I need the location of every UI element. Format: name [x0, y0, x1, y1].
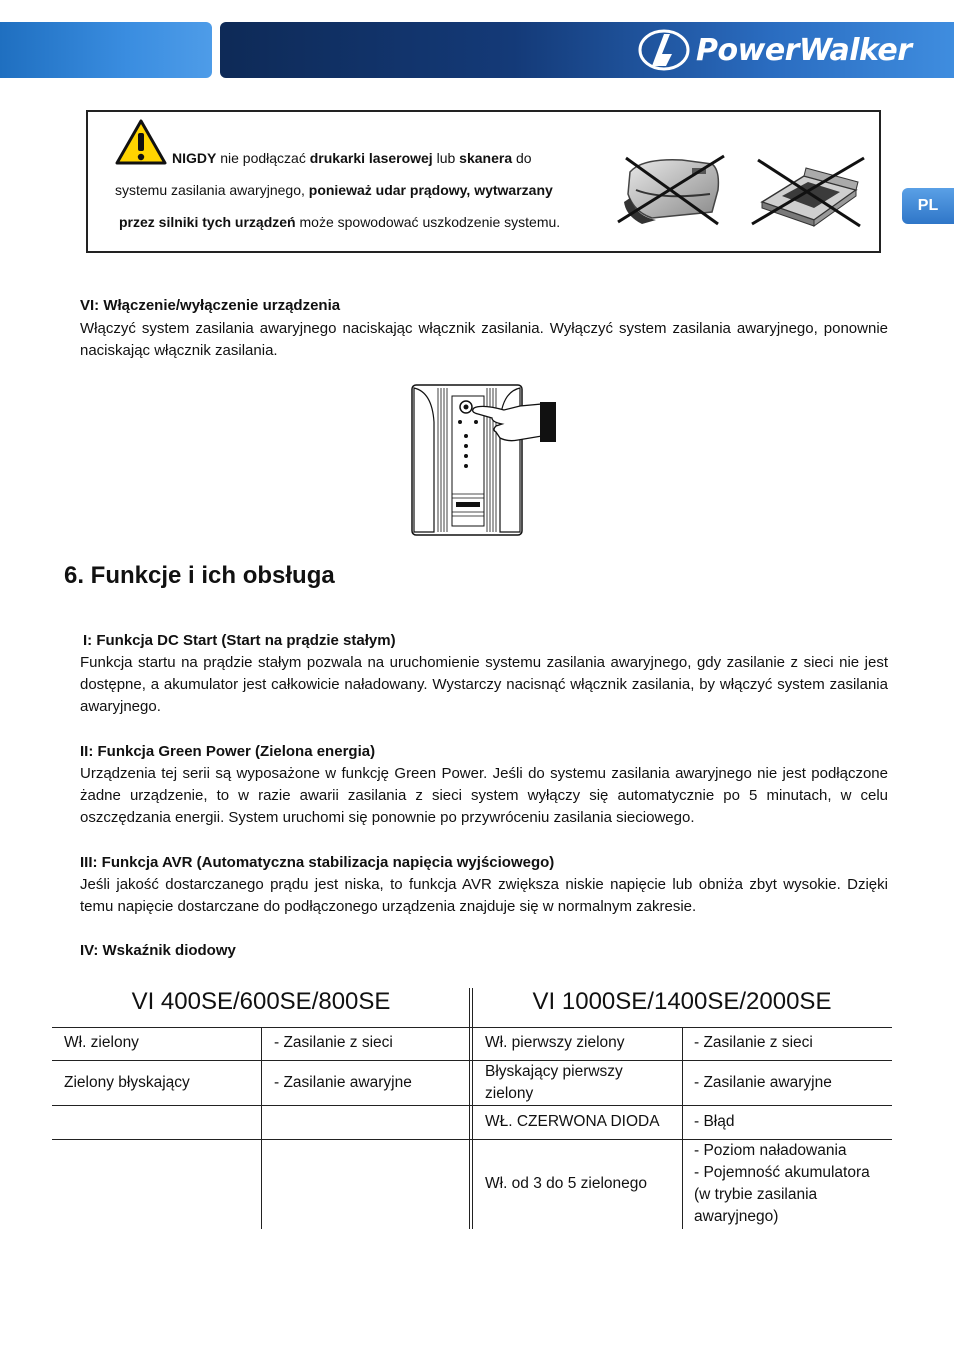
warning-line-2	[115, 182, 553, 198]
warning-line-1	[172, 150, 532, 166]
function-heading-dc-start: I: Funkcja DC Start (Start na prądzie stałym)	[83, 632, 396, 649]
chapter-title: 6. Funkcje i ich obsługa	[64, 562, 335, 589]
language-tab-label: PL	[917, 197, 939, 214]
warning-line-3	[119, 214, 560, 230]
table-rule	[261, 1027, 262, 1229]
table-cell: Zielony błyskający	[64, 1074, 190, 1091]
warning-text: do	[512, 150, 532, 166]
function-text-green-power: Urządzenia tej serii są wyposażone w funkcję Green Power. Jeśli do systemu zasilania awaryjnego nie jest podłączone żadne urządzenie, to w razie awarii zasilania z sieci system wyłączy się automatycznie po 5 minutach, w celu oszczędzania energii. System uruchomi się ponownie po przywróceniu zasilania sieciowego.	[80, 765, 888, 826]
table-cell: - Zasilanie z sieci	[274, 1034, 393, 1051]
table-cell: Wł. od 3 do 5 zielonego	[485, 1175, 647, 1192]
warning-laser-printer: drukarki laserowej	[309, 150, 433, 166]
brand-name: PowerWalker	[696, 32, 912, 68]
laser-printer-crossed-icon	[612, 150, 730, 230]
ups-power-button-illustration	[408, 382, 562, 538]
warning-text: lub	[432, 150, 460, 166]
table-rule	[472, 988, 473, 1229]
powerwalker-logo	[636, 26, 946, 74]
warning-scanner: skanera	[459, 150, 513, 166]
table-cell: - Błąd	[694, 1113, 735, 1130]
header-band-left	[0, 22, 212, 78]
warning-reason: ponieważ udar prądowy, wytwarzany	[308, 182, 553, 198]
table-cell: Wł. pierwszy zielony	[485, 1034, 625, 1051]
table-cell: WŁ. CZERWONA DIODA	[485, 1113, 660, 1130]
table-cell: - Poziom naładowania - Pojemność akumulatora (w trybie zasilania awaryjnego)	[694, 1142, 870, 1225]
warning-text: nie podłączać	[216, 150, 310, 166]
scanner-crossed-icon	[748, 154, 868, 230]
warning-text: może spowodować uszkodzenie systemu.	[295, 214, 561, 230]
section-vi-text: Włączyć system zasilania awaryjnego naciskając włącznik zasilania. Wyłączyć system zasilania awaryjnego, ponownie naciskając włącznik zasilania.	[80, 320, 888, 359]
brand-emblem-icon	[636, 28, 692, 72]
function-heading-led: IV: Wskaźnik diodowy	[80, 942, 236, 959]
function-text-avr: Jeśli jakość dostarczanego prądu jest niska, to funkcja AVR zwiększa niskie napięcie lub obniża zbyt wysokie. Dzięki temu napięcie dostarczane do podłączonego urządzenia znajduje się w normalnym zakresie.	[80, 876, 888, 915]
table-cell: - Zasilanie awaryjne	[274, 1074, 412, 1091]
table-title-left: VI 400SE/600SE/800SE	[131, 988, 391, 1015]
section-vi-heading: VI: Włączenie/wyłączenie urządzenia	[80, 297, 341, 314]
warning-text: systemu zasilania awaryjnego,	[115, 182, 309, 198]
warning-never: NIGDY	[172, 150, 217, 166]
table-rule	[682, 1027, 683, 1229]
language-tab	[902, 188, 954, 224]
table-rule	[469, 988, 470, 1229]
warning-motors: przez silniki tych urządzeń	[119, 214, 296, 230]
warning-box	[86, 110, 881, 253]
function-text-dc-start: Funkcja startu na prądzie stałym pozwala na uruchomienie systemu zasilania awaryjnego, gdy zasilanie z sieci nie jest dostępne, a akumulator jest całkowicie naładowany. Wystarczy nacisnąć włącznik zasilania, by włączyć system zasilania awaryjnego.	[80, 654, 888, 715]
table-title-right: VI 1000SE/1400SE/2000SE	[532, 988, 832, 1015]
table-cell: - Zasilanie awaryjne	[694, 1074, 832, 1091]
table-cell: - Zasilanie z sieci	[694, 1034, 813, 1051]
table-cell: Wł. zielony	[64, 1034, 139, 1051]
function-heading-avr: III: Funkcja AVR (Automatyczna stabilizacja napięcia wyjściowego)	[80, 854, 555, 871]
warning-triangle-icon	[114, 118, 168, 166]
function-heading-green-power: II: Funkcja Green Power (Zielona energia)	[80, 743, 376, 760]
table-cell: Błyskający pierwszy zielony	[485, 1063, 623, 1102]
